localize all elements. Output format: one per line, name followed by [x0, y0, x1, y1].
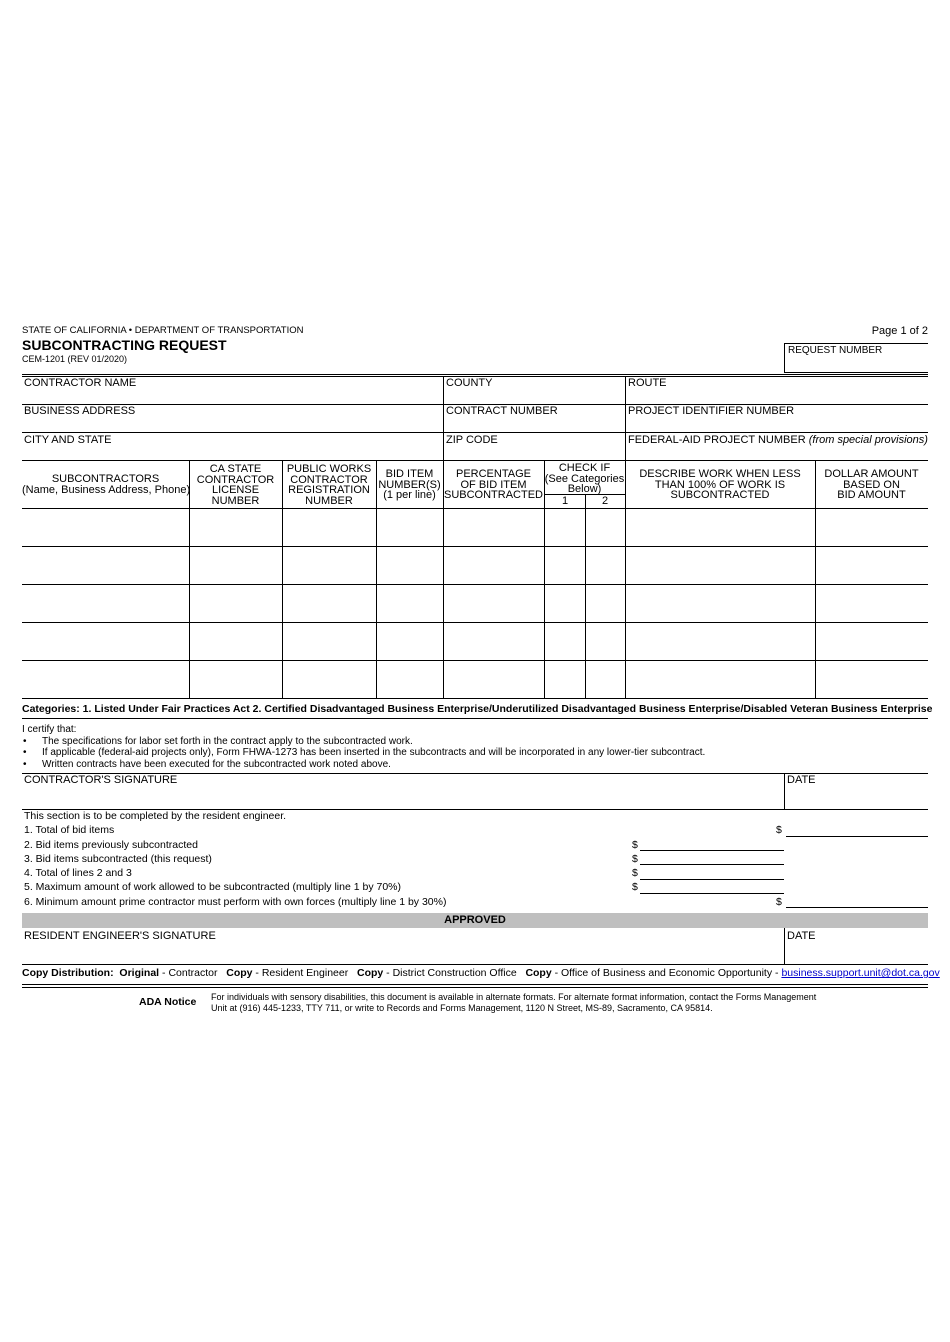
divider: [22, 622, 928, 623]
federal-aid-project-field[interactable]: [628, 434, 928, 446]
amount-line-2[interactable]: [640, 850, 784, 851]
col-header-line: CONTRACTOR: [196, 473, 275, 486]
col-header-line: OF BID ITEM: [460, 478, 527, 491]
amount-line-6[interactable]: [786, 907, 928, 908]
col-header-line: BID ITEM: [385, 468, 434, 480]
col-header-describe-work: [625, 469, 815, 501]
col-header-line: Below): [567, 483, 602, 495]
col-header-line: SUBCONTRACTED: [670, 489, 770, 501]
copy-label: Copy: [525, 967, 552, 979]
resident-line-4: 4. Total of lines 2 and 3: [24, 867, 132, 879]
copy-label: Copy: [356, 967, 384, 979]
divider: [585, 494, 586, 698]
col-header-line: CA STATE: [209, 463, 262, 475]
divider: [784, 773, 785, 809]
col-header-line: DESCRIBE WORK WHEN LESS: [639, 468, 801, 480]
copy-distribution: [22, 967, 940, 979]
resident-line-6: 6. Minimum amount prime contractor must perform with own forces (multiply line 1 by 30%): [24, 896, 447, 908]
col-header-line: SUBCONTRACTORS: [51, 473, 160, 485]
amount-line-1[interactable]: [786, 836, 928, 837]
divider: [22, 374, 928, 375]
currency-sign: $: [632, 839, 638, 851]
contractor-signature-field[interactable]: CONTRACTOR'S SIGNATURE: [24, 774, 178, 786]
col-header-line: DOLLAR AMOUNT: [824, 468, 919, 480]
resident-intro: This section is to be completed by the resident engineer.: [24, 810, 287, 822]
copy-text: - Office of Business and Economic Opportunity -: [551, 967, 782, 979]
currency-sign: $: [632, 867, 638, 879]
col-header-line: THAN 100% OF WORK IS: [654, 478, 786, 491]
divider: [22, 984, 928, 985]
col-header-line: PUBLIC WORKS: [286, 463, 372, 475]
currency-sign: $: [632, 881, 638, 893]
col-header-line: BASED ON: [843, 478, 900, 491]
certify-intro: I certify that:: [22, 724, 77, 735]
form-number: CEM-1201 (REV 01/2020): [22, 354, 128, 364]
col-header-dollar-amount: [815, 469, 928, 501]
col-header-check-1: 1: [561, 495, 569, 507]
currency-sign: $: [776, 896, 782, 908]
divider: [22, 432, 928, 433]
contractor-name-field[interactable]: CONTRACTOR NAME: [24, 377, 137, 389]
original-text: - Contractor: [159, 967, 218, 979]
col-header-line: (Name, Business Address, Phone): [22, 483, 191, 496]
divider: [22, 546, 928, 547]
divider: [22, 660, 928, 661]
federal-aid-note: (from special provisions): [808, 434, 928, 446]
email-link[interactable]: business.support.unit@dot.ca.gov: [781, 967, 940, 979]
request-number-label: REQUEST NUMBER: [788, 345, 883, 356]
divider: [22, 698, 928, 699]
categories-note: Categories: 1. Listed Under Fair Practices Act 2. Certified Disadvantaged Business Enterprise/Underutilized Disadvantaged Business Enterprise/Disabled Veteran Business Enterprise: [22, 703, 933, 715]
currency-sign: $: [776, 824, 782, 836]
divider: [22, 460, 928, 461]
business-address-field[interactable]: BUSINESS ADDRESS: [24, 405, 136, 417]
distribution-label: Copy Distribution:: [22, 967, 114, 979]
divider: [22, 718, 928, 719]
request-number-field[interactable]: [784, 343, 928, 373]
certify-list: [22, 736, 705, 771]
col-header-public-works: [282, 464, 376, 506]
page-number: Page 1 of 2: [871, 325, 928, 337]
col-header-line: SUBCONTRACTED: [443, 489, 543, 501]
amount-line-4[interactable]: [640, 879, 784, 880]
col-header-line: (See Categories: [544, 472, 625, 485]
col-header-check-2: 2: [601, 495, 609, 507]
divider: [22, 584, 928, 585]
engineer-signature-field[interactable]: RESIDENT ENGINEER'S SIGNATURE: [24, 930, 216, 942]
contractor-date-field[interactable]: DATE: [787, 774, 816, 786]
contract-number-field[interactable]: CONTRACT NUMBER: [446, 405, 558, 417]
col-header-check-if: [544, 463, 625, 495]
copy-text: - District Construction Office: [383, 967, 517, 979]
resident-line-2: 2. Bid items previously subcontracted: [24, 839, 198, 851]
currency-sign: $: [632, 853, 638, 865]
approved-banner: APPROVED: [22, 913, 928, 928]
copy-text: - Resident Engineer: [252, 967, 349, 979]
col-header-line: LICENSE: [211, 484, 260, 496]
divider: [22, 508, 928, 509]
route-field[interactable]: ROUTE: [628, 377, 667, 389]
county-field[interactable]: COUNTY: [446, 377, 493, 389]
original-label: Original: [119, 967, 160, 979]
divider: [443, 376, 444, 460]
copy-label: Copy: [226, 967, 253, 979]
col-header-percentage: [443, 469, 544, 501]
list-item: • Written contracts have been executed for the subcontracted work noted above.: [42, 759, 705, 771]
city-state-field[interactable]: CITY AND STATE: [24, 434, 112, 446]
engineer-date-field[interactable]: DATE: [787, 930, 816, 942]
list-item: • If applicable (federal-aid projects only), Form FHWA-1273 has been inserted in the subcontracts and will be incorporated in any lower-tier subcontract.: [42, 747, 705, 759]
zip-code-field[interactable]: ZIP CODE: [446, 434, 498, 446]
col-header-line: REGISTRATION: [288, 484, 370, 496]
col-header-line: NUMBER: [211, 494, 260, 507]
divider: [22, 987, 928, 988]
agency-name: STATE OF CALIFORNIA • DEPARTMENT OF TRANSPORTATION: [22, 325, 304, 336]
resident-line-3: 3. Bid items subcontracted (this request): [24, 853, 212, 865]
col-header-license: [189, 464, 282, 506]
resident-line-5: 5. Maximum amount of work allowed to be subcontracted (multiply line 1 by 70%): [24, 881, 402, 893]
col-header-bid-item: [376, 469, 443, 501]
col-header-line: CHECK IF: [558, 462, 611, 474]
col-header-line: CONTRACTOR: [290, 473, 368, 486]
amount-line-5[interactable]: [640, 893, 784, 894]
col-header-subcontractors: [22, 474, 189, 495]
project-identifier-field[interactable]: PROJECT IDENTIFIER NUMBER: [628, 405, 795, 417]
federal-aid-label: FEDERAL-AID PROJECT NUMBER: [628, 434, 806, 446]
col-header-line: NUMBER: [305, 494, 353, 507]
ada-notice-text: For individuals with sensory disabilities, this document is available in alternate formats. For alternate format information, contact the Forms Management Unit at (916) 445-1233, TTY 711, or write to Records and Forms Management, 1120 N Street, MS-89, Sacramento, CA 95814.: [211, 992, 817, 1013]
col-header-line: NUMBER(S): [378, 478, 441, 491]
col-header-line: PERCENTAGE: [456, 468, 531, 480]
divider: [784, 928, 785, 964]
form-title: SUBCONTRACTING REQUEST: [22, 337, 227, 353]
list-item: • The specifications for labor set forth in the contract apply to the subcontracted work.: [42, 736, 705, 748]
divider: [625, 376, 626, 460]
ada-notice-label: ADA Notice: [139, 996, 197, 1008]
certification-block: [22, 724, 705, 770]
amount-line-3[interactable]: [640, 864, 784, 865]
resident-line-1: 1. Total of bid items: [24, 824, 115, 836]
col-header-line: BID AMOUNT: [837, 489, 906, 501]
col-header-line: (1 per line): [383, 489, 436, 501]
divider: [22, 964, 928, 965]
